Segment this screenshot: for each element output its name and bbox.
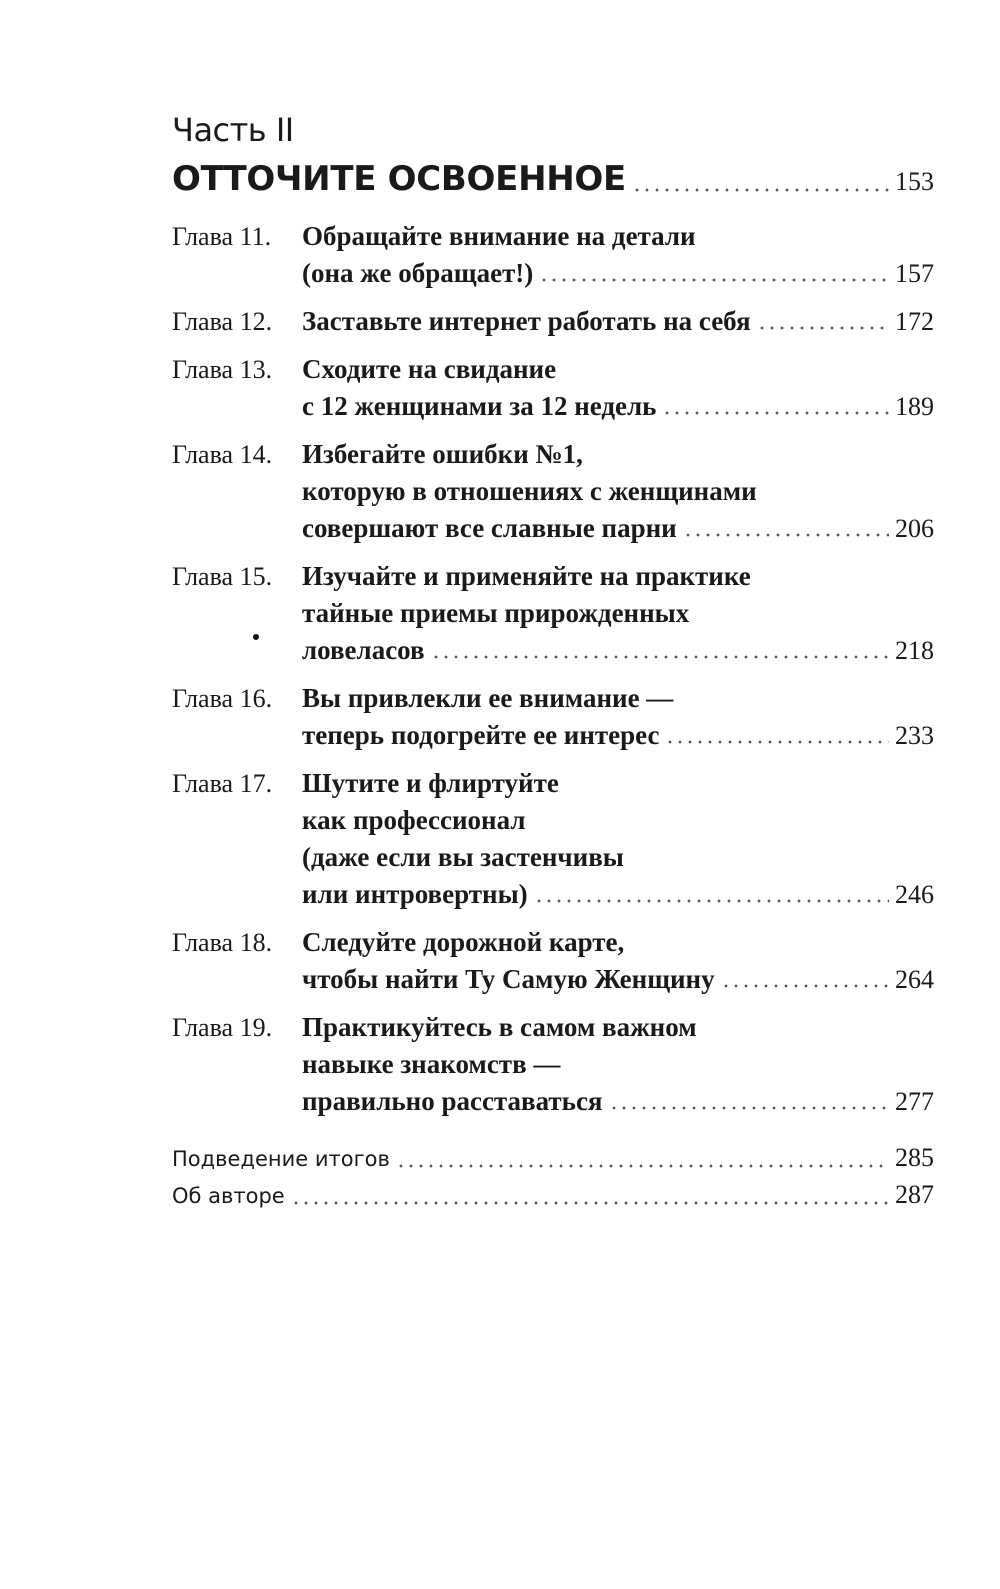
chapter-title-line: тайные приемы прирожденных — [302, 598, 690, 628]
backmatter-title: Подведение итогов — [172, 1147, 390, 1171]
chapter-page-number: 264 — [895, 965, 934, 994]
chapter-page-number: 189 — [895, 392, 934, 421]
part-label: Часть II — [172, 111, 294, 149]
toc-entry-backmatter[interactable] — [172, 1177, 934, 1214]
chapter-title-line: Вы привлекли ее внимание — — [302, 683, 674, 713]
toc-entry-backmatter[interactable] — [172, 1140, 934, 1177]
chapter-title — [302, 351, 934, 425]
chapter-last-line — [302, 510, 934, 547]
chapter-title — [302, 303, 934, 340]
backmatter-page-number: 287 — [895, 1180, 934, 1209]
chapter-last-line — [302, 961, 934, 998]
chapter-title-line: ловеласов — [302, 635, 425, 665]
chapter-title-line: Сходите на свидание — [302, 354, 557, 384]
dot-leader — [534, 876, 889, 903]
chapter-list — [172, 218, 934, 1120]
table-of-contents — [172, 108, 934, 1214]
chapter-page-number: 277 — [895, 1087, 934, 1116]
chapter-title-line: или интровертны) — [302, 879, 528, 909]
chapter-last-line — [302, 876, 934, 913]
chapter-title-line: правильно расставаться — [302, 1086, 603, 1116]
chapter-page-number: 172 — [895, 307, 934, 336]
part-title-row[interactable] — [172, 154, 934, 204]
chapter-title-line: как профессионал — [302, 805, 526, 835]
chapter-title — [302, 924, 934, 998]
toc-entry-chapter[interactable] — [172, 558, 934, 669]
toc-entry-chapter[interactable] — [172, 924, 934, 998]
dot-leader — [431, 632, 889, 659]
chapter-title-line: которую в отношениях с женщинами — [302, 476, 757, 506]
chapter-title-line: (даже если вы застенчивы — [302, 842, 624, 872]
chapter-title-line: Шутите и флиртуйте — [302, 768, 559, 798]
toc-entry-chapter[interactable] — [172, 765, 934, 913]
chapter-number: Глава 11. — [172, 222, 272, 251]
part-title: ОТТОЧИТЕ ОСВОЕННОЕ — [172, 159, 626, 199]
chapter-title-line: (она же обращает!) — [302, 258, 534, 288]
toc-entry-chapter[interactable] — [172, 1009, 934, 1120]
chapter-title-line: Обращайте внимание на детали — [302, 221, 696, 251]
dot-leader — [396, 1147, 889, 1168]
chapter-title — [302, 1009, 934, 1120]
dot-leader — [539, 255, 889, 282]
chapter-page-number: 206 — [895, 514, 934, 543]
chapter-last-line — [302, 303, 934, 340]
chapter-last-line — [302, 388, 934, 425]
chapter-title — [302, 765, 934, 913]
chapter-title — [302, 680, 934, 754]
chapter-title-line: Практикуйтесь в самом важном — [302, 1012, 697, 1042]
chapter-number: Глава 19. — [172, 1013, 273, 1042]
chapter-title — [302, 436, 934, 547]
chapter-title-line: Избегайте ошибки №1, — [302, 439, 583, 469]
dot-leader — [683, 510, 889, 537]
chapter-title-line: Заставьте интернет работать на себя — [302, 306, 751, 336]
dot-leader — [632, 176, 889, 192]
chapter-title-line: совершают все славные парни — [302, 513, 677, 543]
chapter-number: Глава 15. — [172, 562, 273, 591]
dot-leader — [291, 1184, 889, 1205]
chapter-title-line: Следуйте дорожной карте, — [302, 927, 625, 957]
chapter-number: Глава 12. — [172, 307, 273, 336]
chapter-number: Глава 14. — [172, 440, 273, 469]
part-page-number: 153 — [895, 167, 934, 196]
dot-leader — [662, 388, 889, 415]
toc-entry-chapter[interactable] — [172, 436, 934, 547]
chapter-number: Глава 18. — [172, 928, 273, 957]
chapter-number: Глава 16. — [172, 684, 273, 713]
chapter-title-line: теперь подогрейте ее интерес — [302, 720, 660, 750]
toc-entry-chapter[interactable] — [172, 680, 934, 754]
chapter-last-line — [302, 717, 934, 754]
chapter-title-line: навыке знакомств — — [302, 1049, 561, 1079]
chapter-last-line — [302, 1083, 934, 1120]
chapter-title-line: Изучайте и применяйте на практике — [302, 561, 751, 591]
chapter-title-line: чтобы найти Ту Самую Женщину — [302, 964, 715, 994]
toc-entry-chapter[interactable] — [172, 218, 934, 292]
backmatter-title: Об авторе — [172, 1184, 285, 1208]
stray-ink-dot — [253, 634, 259, 640]
chapter-page-number: 157 — [895, 259, 934, 288]
dot-leader — [665, 717, 889, 744]
chapter-page-number: 218 — [895, 636, 934, 665]
toc-entry-chapter[interactable] — [172, 351, 934, 425]
chapter-number: Глава 13. — [172, 355, 273, 384]
chapter-number: Глава 17. — [172, 769, 273, 798]
dot-leader — [757, 303, 889, 330]
dot-leader — [721, 961, 889, 988]
backmatter-page-number: 285 — [895, 1143, 934, 1172]
backmatter-list — [172, 1140, 934, 1214]
chapter-title — [302, 558, 934, 669]
chapter-page-number: 246 — [895, 880, 934, 909]
dot-leader — [609, 1083, 889, 1110]
chapter-last-line — [302, 255, 934, 292]
chapter-last-line — [302, 632, 934, 669]
chapter-title-line: с 12 женщинами за 12 недель — [302, 391, 657, 421]
chapter-page-number: 233 — [895, 721, 934, 750]
chapter-title — [302, 218, 934, 292]
toc-entry-chapter[interactable] — [172, 303, 934, 340]
